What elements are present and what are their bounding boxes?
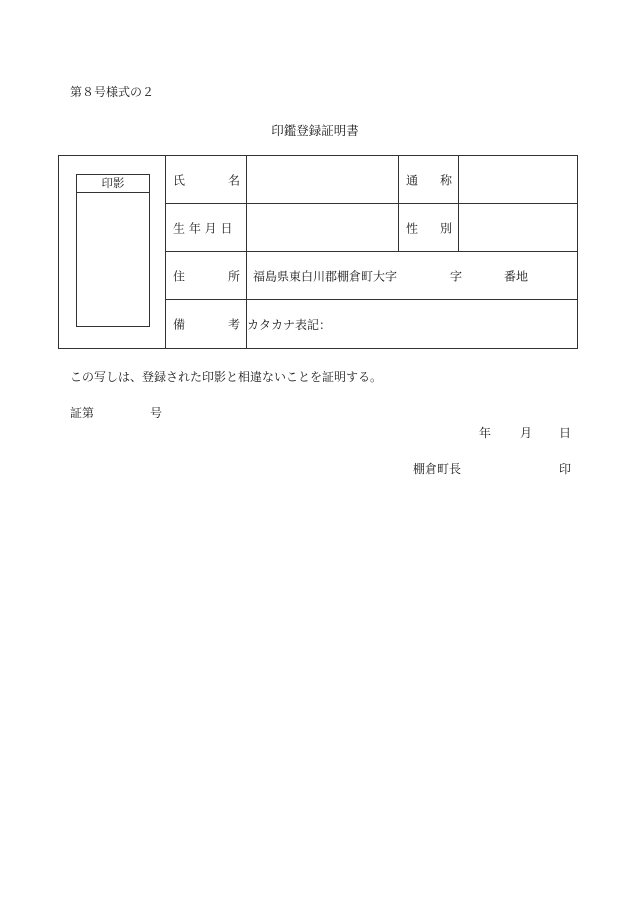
alias-label: 通 称 xyxy=(399,156,459,204)
gender-value[interactable] xyxy=(459,204,578,252)
address-prefix: 福島県東白川郡棚倉町大字 xyxy=(253,269,398,283)
birthdate-value[interactable] xyxy=(247,204,399,252)
alias-value[interactable] xyxy=(459,156,578,204)
document-title: 印鑑登録証明書 xyxy=(271,123,359,138)
seal-mark: 印 xyxy=(559,462,572,476)
date-year: 年 xyxy=(479,426,492,440)
name-value[interactable] xyxy=(247,156,399,204)
date-day: 日 xyxy=(559,426,572,440)
certificate-number-prefix: 証第 xyxy=(70,406,95,420)
certificate-table xyxy=(58,155,578,349)
date-month: 月 xyxy=(520,426,533,440)
seal-impression-box xyxy=(76,174,150,327)
certificate-number-suffix: 号 xyxy=(150,406,163,420)
issuer-title: 棚倉町長 xyxy=(413,462,462,476)
form-number: 第８号様式の２ xyxy=(70,85,155,99)
name-label: 氏 名 xyxy=(166,156,247,204)
seal-impression-cell xyxy=(59,156,166,349)
address-label: 住 所 xyxy=(166,252,247,300)
certification-statement: この写しは、登録された印影と相違ないことを証明する。 xyxy=(70,370,383,384)
address-value[interactable] xyxy=(247,252,578,300)
gender-label: 性 別 xyxy=(399,204,459,252)
birthdate-label: 生 年 月 日 xyxy=(166,204,247,252)
seal-impression-label: 印影 xyxy=(77,175,149,193)
remarks-label: 備 考 xyxy=(166,300,247,349)
remarks-value[interactable]: カタカナ表記： xyxy=(247,300,578,349)
address-banchi: 番地 xyxy=(504,269,529,283)
address-aza: 字 xyxy=(450,269,463,283)
